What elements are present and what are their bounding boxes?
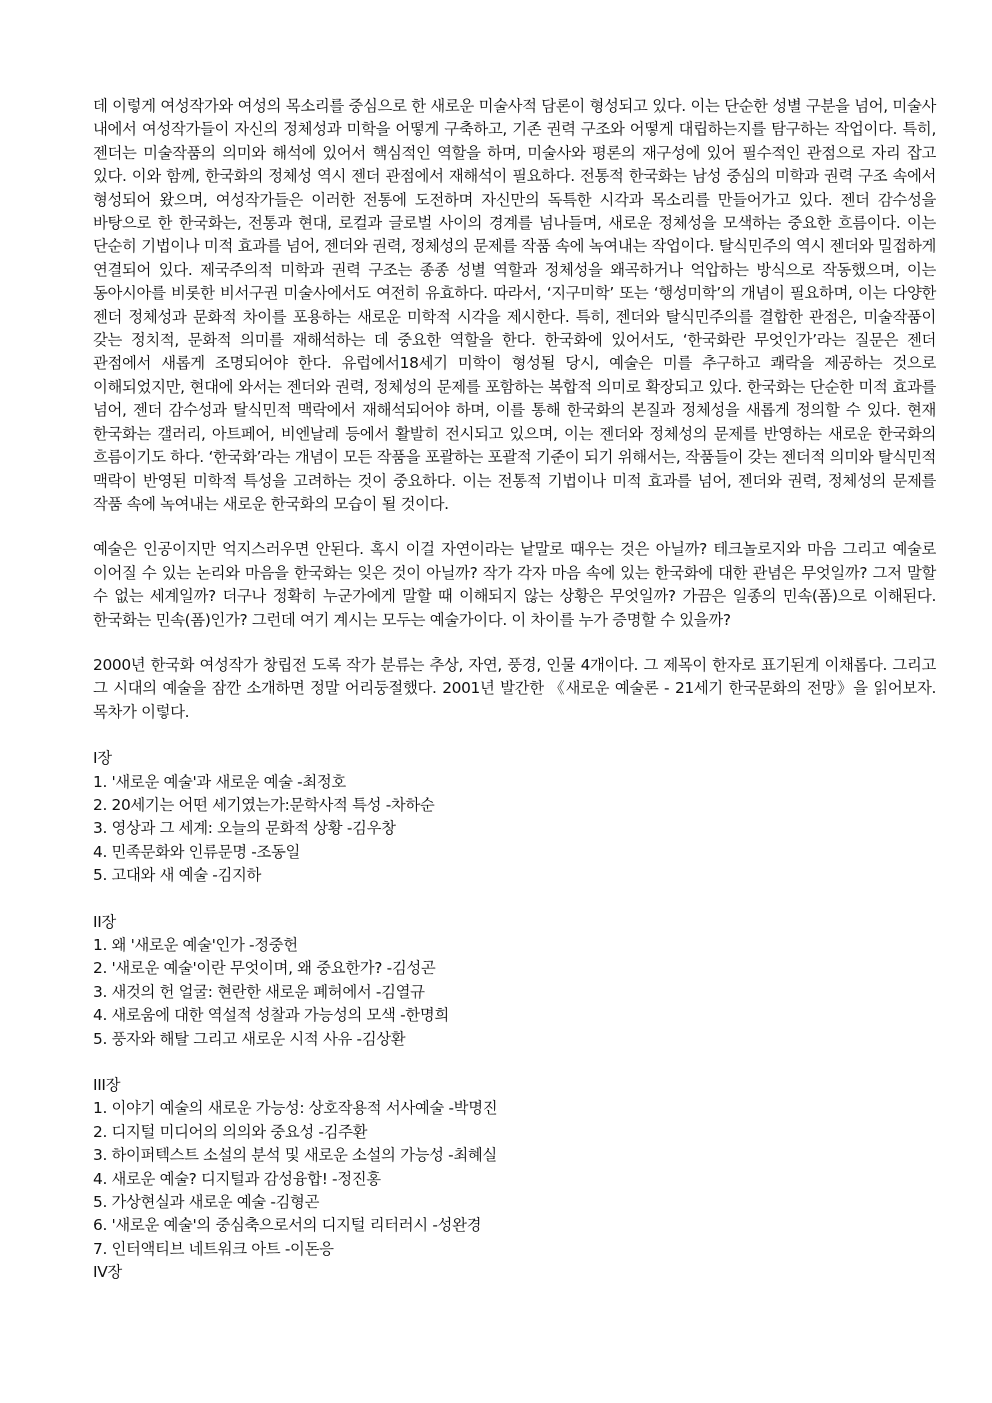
toc-chapter-3 (93, 1074, 936, 1261)
chapter-title: III장 (93, 1076, 121, 1095)
body-paragraph-1: 데 이렇게 여성작가와 여성의 목소리를 중심으로 한 새로운 미술사적 담론이 형성되고 있다. 이는 단순한 성별 구분을 넘어, 미술사 내에서 여성작가들이 자신의 정체성과 미학을 어떻게 구축하고, 기존 권력 구조와 어떻게 대립하는지를 탐구하는 작업이다. 특히, 젠더는 미술작품의 의미와 해석에 있어서 핵심적인 역할을 하며, 미술사와 평론의 재구성에 있어 필수적인 관점으로 자리 잡고 있다. 이와 함께, 한국화의 정체성 역시 젠더 관점에서 재해석이 필요하다. 전통적 한국화는 남성 중심의 미학과 권력 구조 속에서 형성되어 왔으며, 여성작가들은 이러한 전통에 도전하며 자신만의 독특한 시각과 목소리를 만들어가고 있다. 젠더 감수성을 바탕으로 한 한국화는, 전통과 현대, 로컬과 글로벌 사이의 경계를 넘나들며, 새로운 정체성을 모색하는 중요한 흐름이다. 이는 단순히 기법이나 미적 효과를 넘어, 젠더와 권력, 정체성의 문제를 작품 속에 녹여내는 작업이다. 탈식민주의 역시 젠더와 밀접하게 연결되어 있다. 제국주의적 미학과 권력 구조는 종종 성별 역할과 정체성을 왜곡하거나 억압하는 방식으로 작동했으며, 이는 동아시아를 비롯한 비서구권 미술사에서도 여전히 유효하다. 따라서, ‘지구미학’ 또는 ‘행성미학’의 개념이 필요하며, 이는 다양한 젠더 정체성과 문화적 차이를 포용하는 새로운 미학적 시각을 제시한다. 특히, 젠더와 탈식민주의를 결합한 관점은, 미술작품이 갖는 정치적, 문화적 의미를 재해석하는 데 중요한 역할을 한다. 한국화에 있어서도, ‘한국화란 무엇인가’라는 질문은 젠더 관점에서 새롭게 조명되어야 한다. 유럽에서18세기 미학이 형성될 당시, 예술은 미를 추구하고 쾌락을 제공하는 것으로 이해되었지만, 현대에 와서는 젠더와 권력, 정체성의 문제를 포함하는 복합적 의미로 확장되고 있다. 한국화는 단순한 미적 효과를 넘어, 젠더 감수성과 탈식민적 맥락에서 재해석되어야 하며, 이를 통해 한국화의 본질과 정체성을 새롭게 정의할 수 있다. 현재 한국화는 갤러리, 아트페어, 비엔날레 등에서 활발히 전시되고 있으며, 이는 젠더와 정체성의 문제를 반영하는 새로운 한국화의 흐름이기도 하다. ‘한국화’라는 개념이 모든 작품을 포괄하는 포괄적 기준이 되기 위해서는, 작품들이 갖는 젠더적 의미와 탈식민적 맥락이 반영된 미학적 특성을 고려하는 것이 중요하다. 이는 전통적 기법이나 미적 효과를 넘어, 젠더와 권력, 정체성의 문제를 작품 속에 녹여내는 새로운 한국화의 모습이 될 것이다. (93, 97, 936, 513)
toc-item: 4. 새로움에 대한 역설적 성찰과 가능성의 모색 -한명희 (93, 1006, 449, 1025)
toc-item: 1. '새로운 예술'과 새로운 예술 -최정호 (93, 772, 346, 791)
toc-item: 1. 이야기 예술의 새로운 가능성: 상호작용적 서사예술 -박명진 (93, 1099, 498, 1118)
toc-chapter-2 (93, 911, 936, 1051)
toc-chapter-4 (93, 1261, 936, 1284)
toc-item: 3. 새것의 헌 얼굴: 현란한 새로운 폐허에서 -김열규 (93, 982, 425, 1001)
toc-item: 5. 풍자와 해탈 그리고 새로운 시적 사유 -김상환 (93, 1029, 406, 1048)
toc-item: 3. 하이퍼텍스트 소설의 분석 및 새로운 소설의 가능성 -최혜실 (93, 1146, 497, 1165)
toc-item: 5. 가상현실과 새로운 예술 -김형곤 (93, 1193, 320, 1212)
toc-item: 3. 영상과 그 세계: 오늘의 문화적 상황 -김우창 (93, 819, 396, 838)
toc-item: 4. 민족문화와 인류문명 -조동일 (93, 842, 301, 861)
toc-item: 2. '새로운 예술'이란 무엇이며, 왜 중요한가? -김성곤 (93, 959, 436, 978)
toc-item: 2. 20세기는 어떤 세기였는가:문학사적 특성 -차하순 (93, 795, 435, 814)
chapter-title: I장 (93, 749, 112, 768)
document-page (93, 95, 936, 1285)
toc-item: 6. '새로운 예술'의 중심축으로서의 디지털 리터러시 -성완경 (93, 1216, 482, 1235)
toc-chapter-1 (93, 747, 936, 887)
toc-item: 2. 디지털 미디어의 의의와 중요성 -김주환 (93, 1122, 368, 1141)
toc-item: 1. 왜 '새로운 예술'인가 -정중헌 (93, 936, 298, 954)
chapter-title: II장 (93, 912, 116, 931)
toc-item: 7. 인터액티브 네트워크 아트 -이돈응 (93, 1239, 334, 1258)
body-paragraph-2: 예술은 인공이지만 억지스러우면 안된다. 혹시 이걸 자연이라는 낱말로 때우는 것은 아닐까? 테크놀로지와 마음 그리고 예술로 이어질 수 있는 논리와 마음을 한국화는 잊은 것이 아닐까? 작가 각자 마음 속에 있는 한국화에 대한 관념은 무엇일까? 그저 말할 수 없는 세계일까? 더구나 정확히 누군가에게 말할 때 이해되지 않는 상황은 무엇일까? 가끔은 일종의 민속(폼)으로 이해된다. 한국화는 민속(폼)인가? 그런데 여기 계시는 모두는 예술가이다. 이 차이를 누가 증명할 수 있을까? (93, 540, 936, 629)
chapter-title: IV장 (93, 1263, 122, 1282)
toc-item: 5. 고대와 새 예술 -김지하 (93, 866, 262, 885)
toc-item: 4. 새로운 예술? 디지털과 감성융합! -정진홍 (93, 1169, 381, 1188)
body-paragraph-3: 2000년 한국화 여성작가 창립전 도록 작가 분류는 추상, 자연, 풍경, 인물 4개이다. 그 제목이 한자로 표기된게 이채롭다. 그리고 그 시대의 예술을 잠깐 소개하면 정말 어리둥절했다. 2001년 발간한 《새로운 예술론 - 21세기 한국문화의 전망》을 읽어보자. 목차가 이렇다. (93, 655, 936, 721)
